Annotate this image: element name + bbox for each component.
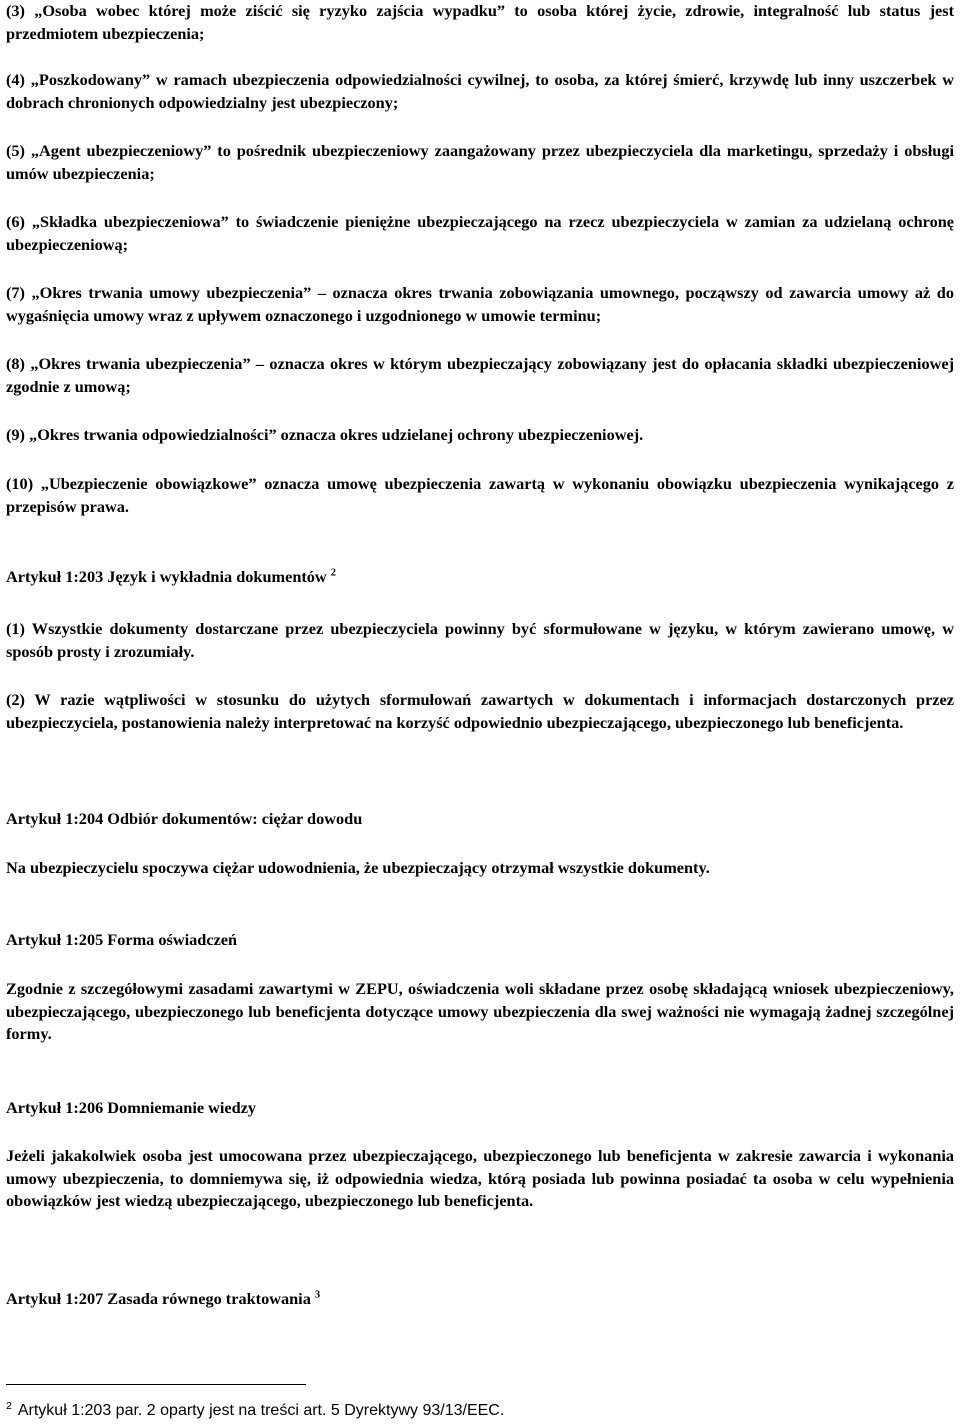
definition-7: (7) „Okres trwania umowy ubezpieczenia” – oznacza okres trwania zobowiązania umownego, począwszy od zawarcia umowy aż do wygaśnięcia umowy wraz z upływem oznaczonego i uzgodnionego w umowie terminu; — [6, 283, 954, 325]
article-206-heading: Artykuł 1:206 Domniemanie wiedzy — [6, 1098, 257, 1117]
article-203-paragraph-2: (2) W razie wątpliwości w stosunku do użytych sformułowań zawartych w dokumentach i informacjach dostarczonych przez ubezpieczyciela, postanowienia należy interpretować na korzyść odpowiednio ubezpieczającego, ubezpieczonego lub beneficjenta. — [6, 690, 954, 732]
article-203-paragraph-1: (1) Wszystkie dokumenty dostarczane przez ubezpieczyciela powinny być sformułowane w języku, w którym zawierano umowę, w sposób prosty i zrozumiały. — [6, 619, 954, 661]
article-206-body: Jeżeli jakakolwiek osoba jest umocowana przez ubezpieczającego, ubezpieczonego lub beneficjenta w zakresie zawarcia i wykonania umowy ubezpieczenia, to domniemywa się, iż odpowiednia wiedza, którą posiada lub powinna posiadać ta osoba w celu wypełnienia obowiązków jest wiedzą ubezpieczającego, ubezpieczonego lub beneficjenta. — [6, 1146, 954, 1210]
footnote-2 — [6, 1400, 954, 1422]
article-205-heading: Artykuł 1:205 Forma oświadczeń — [6, 930, 238, 949]
article-207-heading — [6, 1288, 954, 1311]
definition-5: (5) „Agent ubezpieczeniowy” to pośrednik ubezpieczeniowy zaangażowany przez ubezpieczyciela dla marketingu, sprzedaży i obsługi umów ubezpieczenia; — [6, 141, 954, 183]
article-205-body: Zgodnie z szczegółowymi zasadami zawartymi w ZEPU, oświadczenia woli składane przez osobę składającą wniosek ubezpieczeniowy, ubezpieczającego, ubezpieczonego lub beneficjenta dotyczące umowy ubezpieczenia dla swej ważności nie wymagają żadnej szczególnej formy. — [6, 979, 954, 1043]
article-207-title: Artykuł 1:207 Zasada równego traktowania — [6, 1289, 311, 1308]
definition-4: (4) „Poszkodowany” w ramach ubezpieczenia odpowiedzialności cywilnej, to osoba, za której śmierć, krzywdę lub inny uszczerbek w dobrach chronionych odpowiedzialny jest ubezpieczony; — [6, 70, 954, 112]
article-204-heading: Artykuł 1:204 Odbiór dokumentów: ciężar dowodu — [6, 809, 363, 828]
definition-6: (6) „Składka ubezpieczeniowa” to świadczenie pieniężne ubezpieczającego na rzecz ubezpieczyciela w zamian za udzielaną ochronę ubezpieczeniową; — [6, 212, 954, 254]
article-203-heading — [6, 566, 954, 589]
footnote-ref-2[interactable]: 2 — [330, 567, 337, 579]
footnote-mark: 2 — [6, 1399, 12, 1412]
footnote-divider — [6, 1384, 306, 1385]
definition-9: (9) „Okres trwania odpowiedzialności” oznacza okres udzielanej ochrony ubezpieczeniowej. — [6, 425, 644, 444]
definition-3: (3) „Osoba wobec której może ziścić się ryzyko zajścia wypadku” to osoba której życie, zdrowie, integralność lub status jest przedmiotem ubezpieczenia; — [6, 1, 954, 43]
article-204-body: Na ubezpieczycielu spoczywa ciężar udowodnienia, że ubezpieczający otrzymał wszystkie dokumenty. — [6, 858, 710, 877]
footnote-text: Artykuł 1:203 par. 2 oparty jest na treści art. 5 Dyrektywy 93/13/EEC. — [17, 1402, 505, 1419]
article-203-title: Artykuł 1:203 Język i wykładnia dokumentów — [6, 567, 327, 586]
definition-10: (10) „Ubezpieczenie obowiązkowe” oznacza umowę ubezpieczenia zawartą w wykonaniu obowiązku ubezpieczenia wynikającego z przepisów prawa. — [6, 474, 954, 516]
footnote-ref-3[interactable]: 3 — [314, 1289, 321, 1301]
definition-8: (8) „Okres trwania ubezpieczenia” – oznacza okres w którym ubezpieczający zobowiązany jest do opłacania składki ubezpieczeniowej zgodnie z umową; — [6, 354, 954, 396]
